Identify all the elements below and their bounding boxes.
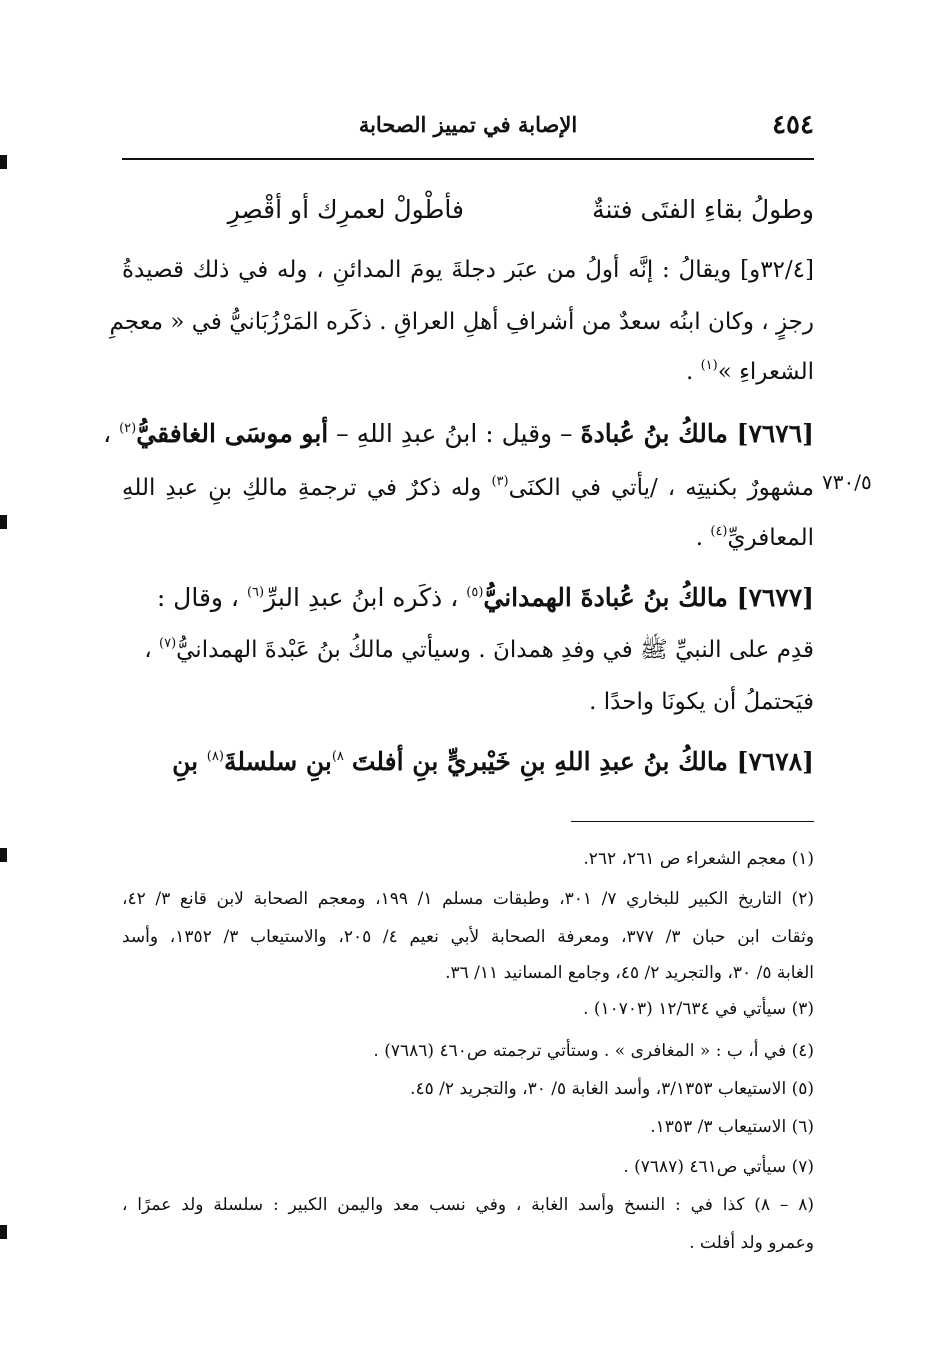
footnote-mark: (٧) [159,636,177,651]
entry-7676-heading: [٧٦٧٦] مالكُ بنُ عُبادةَ – وقيل : ابنُ عبدِ اللهِ – أبو موسَى الغافقيُّ$^{(٢)}$ ، [103,419,814,448]
page-header [122,110,814,150]
body-line: المعافريِّ$^{(٤)}$ . [695,524,814,551]
footnote: الغابة ٥/ ٣٠، والتجريد ٢/ ٤٥، وجامع المسانيد ١١/ ٣٦. [445,963,814,983]
entry-title: [٧٦٧٧] مالكُ بنُ عُبادةَ الهمدانيُّ [483,583,814,612]
footnote: (٢) التاريخ الكبير للبخاري ٧/ ٣٠١، وطبقات مسلم ١/ ١٩٩، ومعجم الصحابة لابن قانع ٣/ ٤٢، [122,889,814,909]
body-line: رجزٍ ، وكان ابنُه سعدٌ من أشرافِ أهلِ العراقِ . ذكَره المَرْزُبَانيُّ في « معجمِ [109,309,814,335]
body-text: الشعراءِ » [717,359,814,385]
verse [122,195,814,239]
scan-edge-mark [0,155,7,169]
footnote-mark: (٦) [246,585,265,600]
entry-kunya: أبو موسَى الغافقيُّ [136,419,329,448]
margin-note: ٧٣٠/٥ [822,470,872,494]
entry-text: بنِ [172,747,207,776]
footnote-mark: ٨) [331,749,344,764]
scan-edge-mark [0,1225,7,1239]
body-line: فيَحتملُ أن يكونَا واحدًا . [589,689,814,715]
entry-text: ، وقال : [156,583,247,612]
footnote: وثقات ابن حبان ٣/ ٣٧٧، ومعرفة الصحابة لأبي نعيم ٤/ ٢٠٥، والاستيعاب ٣/ ١٣٥٢، وأسد [122,927,815,947]
verse-hemistich-2: فأطْولْ لعمرِك أو أقْصِرِ [227,195,464,224]
entry-text: مشهورٌ بكنيتِه ، /يأتي في الكنَى [508,475,814,501]
entry-7677-heading [122,578,814,623]
header-rule [122,158,814,160]
footnote: (٥) الاستيعاب ٣/١٣٥٣، وأسد الغابة ٥/ ٣٠، والتجريد ٢/ ٤٥. [410,1079,814,1099]
body-line: قدِم على النبيِّ ﷺ في وفدِ همدانَ . وسيأتي مالكُ بنُ عَبْدةَ الهمدانيُّ$^{(٧)}$ ، [144,636,814,663]
body-line: [٣٢/٤و] ويقالُ : إنَّه أولُ من عبَر دجلةَ يومَ المدائنِ ، وله في ذلك قصيدةُ [122,257,814,283]
entry-title: [٧٦٧٦] مالكُ بنُ عُبادةَ [580,419,814,448]
footnote: (٦) الاستيعاب ٣/ ١٣٥٣. [650,1117,814,1137]
entry-text: – وقيل : ابنُ عبدِ اللهِ – [328,419,581,448]
footnote-mark: (٥) [466,585,484,600]
entry-7678-heading [122,742,814,787]
scan-edge-mark [0,848,7,862]
entry-title: [٧٦٧٨] مالكُ بنُ عبدِ اللهِ بنِ خَيْبريٍّ بنِ أفلتَ [351,747,814,776]
entry-text: وله ذكرٌ في ترجمةِ مالكِ بنِ عبدِ اللهِ [122,475,492,501]
entry-text: ، ذكَره ابنُ عبدِ البرِّ [264,583,467,612]
verse-hemistich-1: وطولُ بقاءِ الفتَى فتنةٌ [592,195,814,224]
running-title: الإصابة في تمييز الصحابة [358,112,578,137]
entry-text: بنِ سلسلةَ [223,747,332,776]
footnote: (٨ – ٨) كذا في : النسخ وأسد الغابة ، وفي نسب معد واليمن الكبير : سلسلة ولد عمرًا ، [122,1195,814,1215]
footnote: (٣) سيأتي في ١٢/٦٣٤ (١٠٧٠٣) . [583,999,814,1019]
footnote-mark: (٣) [491,474,509,489]
footnote: (٤) في أ، ب : « المغافرى » . وستأتي ترجمته ص٤٦٠ (٧٦٨٦) . [373,1041,814,1061]
footnote: (١) معجم الشعراء ص ٢٦١، ٢٦٢. [583,849,814,869]
body-line [122,468,814,512]
body-line: الشعراءِ »$^{(١)}$ . [685,358,814,385]
footnote-mark: (٢) [119,421,137,436]
footnote: وعمرو ولد أفلت . [689,1233,814,1253]
entry-text: قدِم على النبيِّ ﷺ في وفدِ همدانَ . وسيأتي مالكُ بنُ عَبْدةَ الهمدانيُّ [176,637,814,663]
footnote: (٧) سيأتي ص٤٦١ (٧٦٨٧) . [623,1157,814,1177]
footnote-mark: (٨) [206,749,224,764]
footnote-mark: (٤) [710,524,728,539]
footnote-rule [571,821,814,822]
scan-edge-mark [0,515,7,529]
entry-text: المعافريِّ [727,525,814,551]
page-number: ٤٥٤ [772,110,814,140]
footnote-mark: (١) [700,358,718,373]
